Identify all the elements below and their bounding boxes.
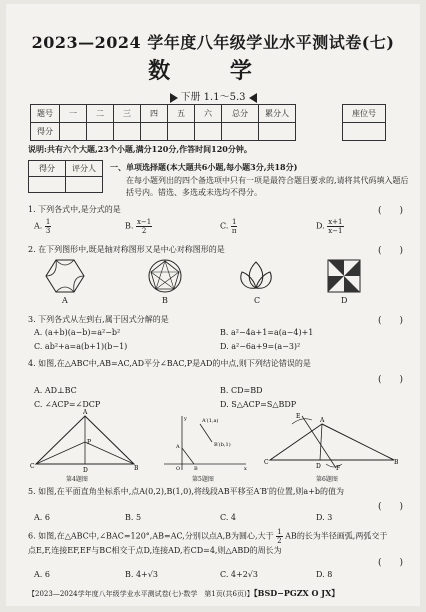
reviewer-cell[interactable]: [66, 177, 103, 193]
q1-option-c[interactable]: C. $\frac{1}{\pi}$: [220, 218, 237, 235]
score-cell[interactable]: [168, 123, 195, 141]
exam-title: 2023—2024 学年度八年级学业水平测试卷(七): [31, 33, 395, 52]
q2-label-d: D: [341, 296, 348, 305]
section-score-cell[interactable]: [29, 177, 66, 193]
svg-text:B: B: [194, 466, 198, 472]
svg-text:O: O: [176, 466, 181, 472]
q5-stem: 5. 如图,在平面直角坐标系中,点A(0,2),B(1,0),将线段AB平移至A′B′的位置,则a+b的值为: [28, 487, 345, 496]
seat-table: 座位号: [342, 104, 386, 141]
fig4-caption: 第4题图: [66, 476, 88, 483]
q6-option-d[interactable]: D. 8: [316, 570, 333, 579]
svg-text:B: B: [394, 459, 399, 466]
svg-text:D: D: [83, 467, 88, 474]
svg-text:y: y: [184, 416, 187, 422]
score-table: 题号 一 二 三 四 五 六 总分 累分人 得分: [30, 104, 296, 141]
q4-stem: 4. 如图,在△ABC中,AB=AC,AD平分∠BAC,P是AD的中点,则下列结论错误的是: [28, 359, 311, 368]
q6-option-c[interactable]: C. 4+2√3: [220, 570, 258, 579]
svg-text:A: A: [83, 409, 88, 416]
q5-answer-paren[interactable]: ( ): [378, 502, 404, 512]
volume-range: 下册 1.1～5.3: [0, 88, 426, 103]
q5-option-c[interactable]: C. 4: [220, 513, 237, 522]
q3-option-c[interactable]: C. ab²+a=a(b+1)(b−1): [34, 342, 128, 351]
score-cell[interactable]: [114, 123, 141, 141]
q1-answer-paren[interactable]: ( ): [378, 206, 404, 216]
svg-text:D: D: [316, 463, 321, 470]
q4-answer-paren[interactable]: ( ): [378, 375, 404, 385]
fig5-coordinates: [160, 414, 250, 472]
svg-text:A: A: [320, 417, 325, 424]
instructions: 说明:共有六个大题,23个小题,满分120分,作答时间120分钟。: [28, 144, 252, 154]
svg-text:C: C: [30, 463, 35, 470]
svg-text:B′(b,1): B′(b,1): [214, 442, 231, 448]
svg-text:C: C: [264, 459, 269, 466]
page-footer: 【2023—2024学年度八年级学业水平测试卷(七)·数学 第1页(共6页)】【BSD−PGZX O JX】: [28, 588, 340, 598]
fig4-triangle: [30, 409, 140, 474]
svg-text:B: B: [134, 465, 139, 472]
q5-option-a[interactable]: A. 6: [34, 513, 50, 522]
q2-figure-d[interactable]: [326, 258, 362, 294]
score-cell[interactable]: [60, 123, 87, 141]
q4-option-c[interactable]: C. ∠ACP=∠DCP: [34, 400, 101, 409]
q3-option-a[interactable]: A. (a+b)(a−b)=a²−b²: [34, 328, 121, 337]
triangle-right-icon: [170, 93, 178, 103]
score-cell[interactable]: [259, 123, 296, 141]
q2-figure-a[interactable]: [44, 258, 86, 294]
q5-option-d[interactable]: D. 3: [316, 513, 333, 522]
fig6-caption: 第6题图: [316, 476, 338, 483]
score-cell[interactable]: [87, 123, 114, 141]
fig5-caption: 第5题图: [192, 476, 214, 483]
q3-option-b[interactable]: B. a²−4a+1=a(a−4)+1: [220, 328, 314, 337]
q4-option-b[interactable]: B. CD=BD: [220, 386, 263, 395]
q2-label-b: B: [162, 296, 168, 305]
q2-figure-c[interactable]: [236, 258, 276, 294]
q3-stem: 3. 下列各式从左到右,属于因式分解的是: [28, 315, 169, 324]
q1-stem: 1. 下列各式中,是分式的是: [28, 205, 121, 214]
svg-text:F: F: [336, 465, 341, 472]
q1-option-d[interactable]: D. $\frac{x+1}{x-1}$: [316, 218, 343, 235]
q6-option-a[interactable]: A. 6: [34, 570, 50, 579]
q2-answer-paren[interactable]: ( ): [378, 246, 404, 256]
svg-text:x: x: [244, 466, 247, 472]
q6-stem: 6. 如图,在△ABC中,∠BAC=120°,AB=AC,分别以点A,B为圆心,大于 $\frac{1}{2}$ AB的长为半径画弧,两弧交于点E,F,连接EF,EF与BC相交于点D,连接AD,若CD=4,则△ABD的周长为: [28, 528, 388, 555]
svg-text:A′(1,a): A′(1,a): [202, 418, 219, 424]
q6-option-b[interactable]: B. 4+√3: [125, 570, 158, 579]
fig6-triangle: [262, 412, 402, 470]
q6-answer-paren[interactable]: ( ): [378, 558, 404, 568]
subject-title: 数 学: [148, 58, 278, 84]
q2-label-c: C: [254, 296, 261, 305]
triangle-left-icon: [249, 93, 257, 103]
q2-figure-b[interactable]: [146, 258, 184, 294]
q1-option-b[interactable]: B. $\frac{x-1}{2}$: [125, 218, 152, 235]
svg-text:A: A: [176, 444, 180, 450]
score-cell[interactable]: [141, 123, 168, 141]
q4-option-a[interactable]: A. AD⊥BC: [34, 386, 77, 395]
q3-option-d[interactable]: D. a²−6a+9=(a−3)²: [220, 342, 301, 351]
score-cell[interactable]: [195, 123, 222, 141]
grader-table: 得分 评分人: [28, 160, 103, 193]
q1-option-a[interactable]: A. $\frac{1}{3}$: [34, 218, 51, 235]
section1-desc: 在每小题列出的四个备选项中只有一项是最符合题目要求的,请将其代码填入题后括号内。错选、多选或未选均不得分。: [126, 176, 409, 197]
q5-option-b[interactable]: B. 5: [125, 513, 142, 522]
svg-text:P: P: [87, 439, 92, 446]
section1-title: 一、单项选择题(本大题共6小题,每小题3分,共18分): [110, 162, 298, 172]
q3-answer-paren[interactable]: ( ): [378, 316, 404, 326]
seat-number-cell[interactable]: [343, 123, 386, 141]
q4-option-d[interactable]: D. S△ACP=S△BDP: [220, 400, 297, 409]
q2-stem: 2. 在下列图形中,既是轴对称图形又是中心对称图形的是: [28, 245, 225, 254]
svg-text:E: E: [296, 413, 301, 420]
score-cell[interactable]: [222, 123, 259, 141]
q2-label-a: A: [62, 296, 68, 305]
